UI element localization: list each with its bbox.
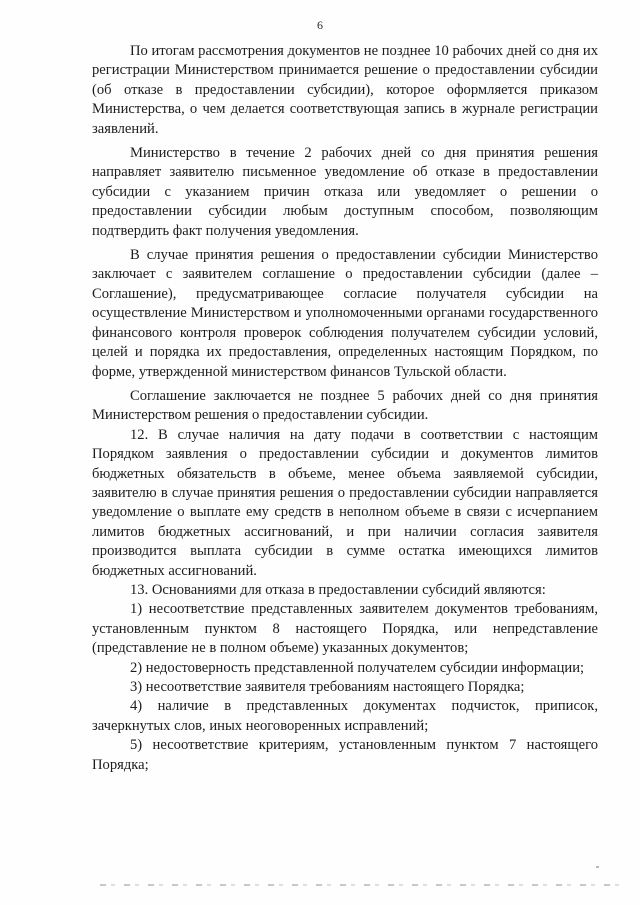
- list-item-2: 2) недостоверность представленной получателем субсидии информации;: [130, 659, 585, 676]
- list-item-5: 5) несоответствие критериям, установленным пунктом 7 настоящего Порядка;: [92, 737, 598, 773]
- scan-speck: [596, 866, 599, 868]
- page-number: 6: [317, 18, 323, 32]
- paragraph-review-decision: По итогам рассмотрения документов не позднее 10 рабочих дней со дня их регистрации Министерством принимается решение о предоставлении субсидии (об отказе в предоставлении субсидии), которое оформляется приказом Министерства, о чем делается соответствующая запись в журнале регистрации заявлений.: [92, 43, 598, 137]
- paragraph-agreement: В случае принятия решения о предоставлении субсидии Министерство заключает с заявителем соглашение о предоставлении субсидии (далее – Соглашение), предусматривающее согласие получателя субсидии на осуществление Министерством и уполномоченными органами государственного финансового контроля проверок соблюдения получателем субсидии условий, целей и порядка их предоставления, определенных настоящим Порядком, по форме, утвержденной министерством финансов Тульской области.: [92, 247, 598, 380]
- list-item-1: 1) несоответствие представленных заявителем документов требованиям, установленным пунктом 8 настоящего Порядка, или непредставление (представление не в полном объеме) указанных документов;: [92, 601, 598, 657]
- document-body: [92, 42, 598, 775]
- paragraph-item-12: 12. В случае наличия на дату подачи в соответствии с настоящим Порядком заявления о предоставлении субсидии и документов лимитов бюджетных обязательств в объеме, менее объема заявляемой субсидии, заявителю в случае принятия решения о предоставлении субсидии направляется уведомление о выплате ему средств в неполном объеме в связи с исчерпанием лимитов бюджетных ассигнований, и при наличии согласия заявителя производится выплата субсидии в сумме остатка имеющихся лимитов бюджетных ассигнований.: [92, 426, 598, 579]
- paragraph-item-13: 13. Основаниями для отказа в предоставлении субсидий являются:: [130, 581, 546, 598]
- paragraph-notification: Министерство в течение 2 рабочих дней со дня принятия решения направляет заявителю письменное уведомление об отказе в предоставлении субсидии с указанием причин отказа или уведомляет о решении о предоставлении субсидии любым доступным способом, позволяющим подтвердить факт получения уведомления.: [92, 145, 598, 239]
- list-item-4: 4) наличие в представленных документах подчисток, приписок, зачеркнутых слов, иных неоговоренных исправлений;: [92, 698, 598, 734]
- paragraph-agreement-deadline: Соглашение заключается не позднее 5 рабочих дней со дня принятия Министерством решения о предоставлении субсидии.: [92, 387, 598, 424]
- scan-artifact-line: [100, 884, 620, 886]
- list-item-3: 3) несоответствие заявителя требованиям настоящего Порядка;: [130, 679, 525, 695]
